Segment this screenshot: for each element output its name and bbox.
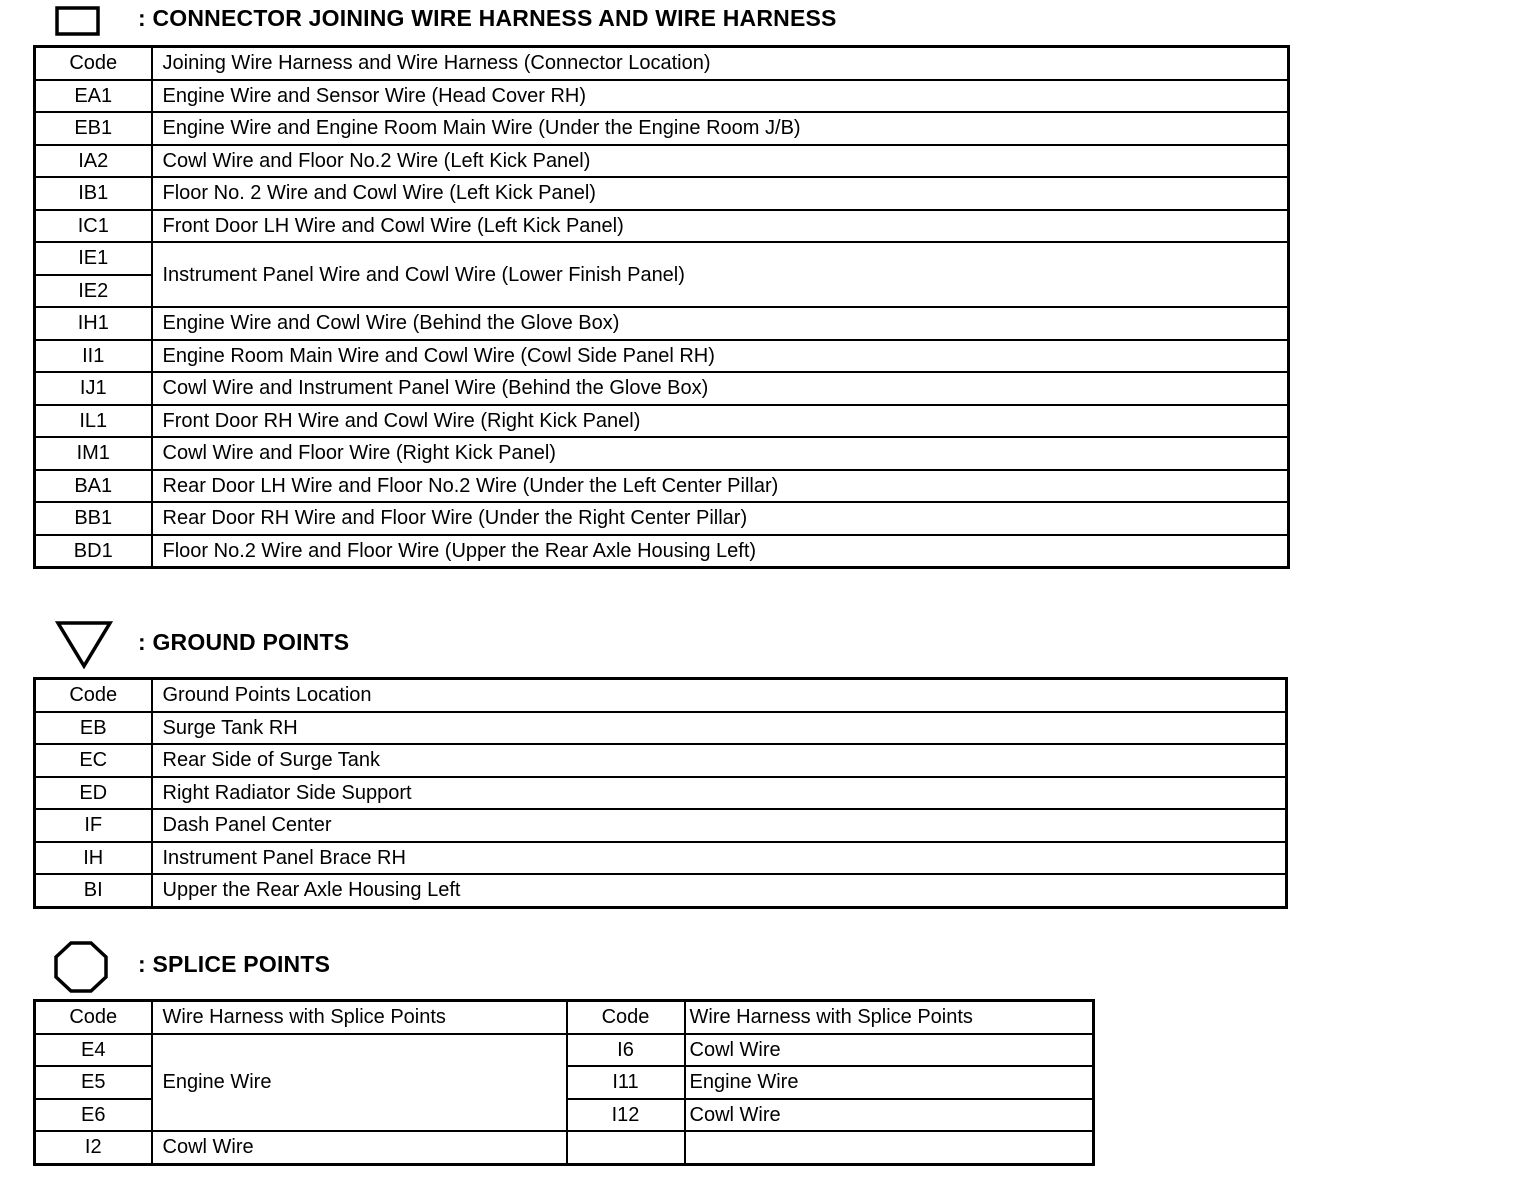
- table-row: [35, 809, 1287, 842]
- table-row: [35, 307, 1289, 340]
- row-code: EB1: [35, 112, 152, 145]
- row-desc: Upper the Rear Axle Housing Left: [152, 874, 1287, 907]
- ground-points-table: [33, 677, 1288, 909]
- row-code: IE2: [35, 275, 152, 308]
- row-desc: Engine Wire and Engine Room Main Wire (Under the Engine Room J/B): [152, 112, 1289, 145]
- table-row: [35, 712, 1287, 745]
- table-row: [35, 210, 1289, 243]
- square-symbol-icon: [55, 6, 101, 36]
- table-row: [35, 437, 1289, 470]
- row-desc: Floor No.2 Wire and Floor Wire (Upper the Rear Axle Housing Left): [152, 535, 1289, 568]
- row-desc: [685, 1131, 1094, 1164]
- table-row: [35, 405, 1289, 438]
- table-row: [35, 470, 1289, 503]
- table-row: [35, 502, 1289, 535]
- row-code: [567, 1131, 685, 1164]
- row-code: BI: [35, 874, 152, 907]
- row-code: I12: [567, 1099, 685, 1132]
- header-harness: Wire Harness with Splice Points: [152, 1001, 567, 1034]
- triangle-symbol-icon: [55, 620, 113, 670]
- table-row: [35, 80, 1289, 113]
- table-row: [35, 340, 1289, 373]
- row-code: IM1: [35, 437, 152, 470]
- row-code: IC1: [35, 210, 152, 243]
- table-header-row: [35, 679, 1287, 712]
- row-desc: Front Door LH Wire and Cowl Wire (Left Kick Panel): [152, 210, 1289, 243]
- ground-section-header: [0, 620, 1300, 664]
- table-row: [35, 112, 1289, 145]
- table-row: [35, 842, 1287, 875]
- row-desc: Engine Wire and Sensor Wire (Head Cover RH): [152, 80, 1289, 113]
- row-code: I6: [567, 1034, 685, 1067]
- row-desc: Cowl Wire: [685, 1099, 1094, 1132]
- ground-section-title: : GROUND POINTS: [138, 629, 350, 655]
- row-desc: Right Radiator Side Support: [152, 777, 1287, 810]
- row-desc: Cowl Wire: [152, 1131, 567, 1164]
- row-desc: Dash Panel Center: [152, 809, 1287, 842]
- row-desc: Rear Door RH Wire and Floor Wire (Under the Right Center Pillar): [152, 502, 1289, 535]
- row-code: IA2: [35, 145, 152, 178]
- table-header-row: [35, 47, 1289, 80]
- row-code: IF: [35, 809, 152, 842]
- row-code: E4: [35, 1034, 152, 1067]
- row-code: I11: [567, 1066, 685, 1099]
- row-desc: Engine Wire: [685, 1066, 1094, 1099]
- header-code: Code: [35, 1001, 152, 1034]
- row-code: EC: [35, 744, 152, 777]
- row-desc: Cowl Wire: [685, 1034, 1094, 1067]
- row-code: IH: [35, 842, 152, 875]
- table-row: [35, 874, 1287, 907]
- row-code: BA1: [35, 470, 152, 503]
- splice-points-table: [33, 999, 1095, 1166]
- row-desc: Cowl Wire and Floor Wire (Right Kick Panel): [152, 437, 1289, 470]
- table-row: [35, 777, 1287, 810]
- row-desc: Instrument Panel Brace RH: [152, 842, 1287, 875]
- splice-section-header: [0, 940, 1300, 984]
- connector-table: [33, 45, 1290, 569]
- table-row: [35, 1034, 1094, 1067]
- table-row: [35, 177, 1289, 210]
- row-code: BB1: [35, 502, 152, 535]
- row-desc: Rear Side of Surge Tank: [152, 744, 1287, 777]
- header-code: Code: [35, 679, 152, 712]
- connector-section-title: : CONNECTOR JOINING WIRE HARNESS AND WIRE HARNESS: [138, 5, 837, 31]
- row-code: BD1: [35, 535, 152, 568]
- row-code: EB: [35, 712, 152, 745]
- row-code: IL1: [35, 405, 152, 438]
- header-harness: Wire Harness with Splice Points: [685, 1001, 1094, 1034]
- row-code: ED: [35, 777, 152, 810]
- row-desc: Front Door RH Wire and Cowl Wire (Right Kick Panel): [152, 405, 1289, 438]
- row-desc: Floor No. 2 Wire and Cowl Wire (Left Kick Panel): [152, 177, 1289, 210]
- table-row: [35, 372, 1289, 405]
- row-code: E5: [35, 1066, 152, 1099]
- row-desc: Rear Door LH Wire and Floor No.2 Wire (Under the Left Center Pillar): [152, 470, 1289, 503]
- table-row: [35, 1131, 1094, 1164]
- row-desc: Engine Wire: [152, 1034, 567, 1132]
- row-desc: Engine Room Main Wire and Cowl Wire (Cowl Side Panel RH): [152, 340, 1289, 373]
- row-desc: Cowl Wire and Floor No.2 Wire (Left Kick Panel): [152, 145, 1289, 178]
- row-code: E6: [35, 1099, 152, 1132]
- header-code: Code: [35, 47, 152, 80]
- table-row: [35, 744, 1287, 777]
- row-code: IB1: [35, 177, 152, 210]
- header-code: Code: [567, 1001, 685, 1034]
- row-code: EA1: [35, 80, 152, 113]
- table-row: [35, 535, 1289, 568]
- table-header-row: [35, 1001, 1094, 1034]
- octagon-symbol-icon: [53, 940, 109, 994]
- row-desc: Surge Tank RH: [152, 712, 1287, 745]
- row-desc: Instrument Panel Wire and Cowl Wire (Lower Finish Panel): [152, 242, 1289, 307]
- row-code: IJ1: [35, 372, 152, 405]
- header-location: Joining Wire Harness and Wire Harness (Connector Location): [152, 47, 1289, 80]
- connector-section-header: [0, 0, 1300, 44]
- header-location: Ground Points Location: [152, 679, 1287, 712]
- row-code: IE1: [35, 242, 152, 275]
- row-code: II1: [35, 340, 152, 373]
- splice-section-title: : SPLICE POINTS: [138, 951, 331, 977]
- table-row: [35, 145, 1289, 178]
- row-code: IH1: [35, 307, 152, 340]
- table-row: [35, 242, 1289, 275]
- row-code: I2: [35, 1131, 152, 1164]
- row-desc: Cowl Wire and Instrument Panel Wire (Behind the Glove Box): [152, 372, 1289, 405]
- row-desc: Engine Wire and Cowl Wire (Behind the Glove Box): [152, 307, 1289, 340]
